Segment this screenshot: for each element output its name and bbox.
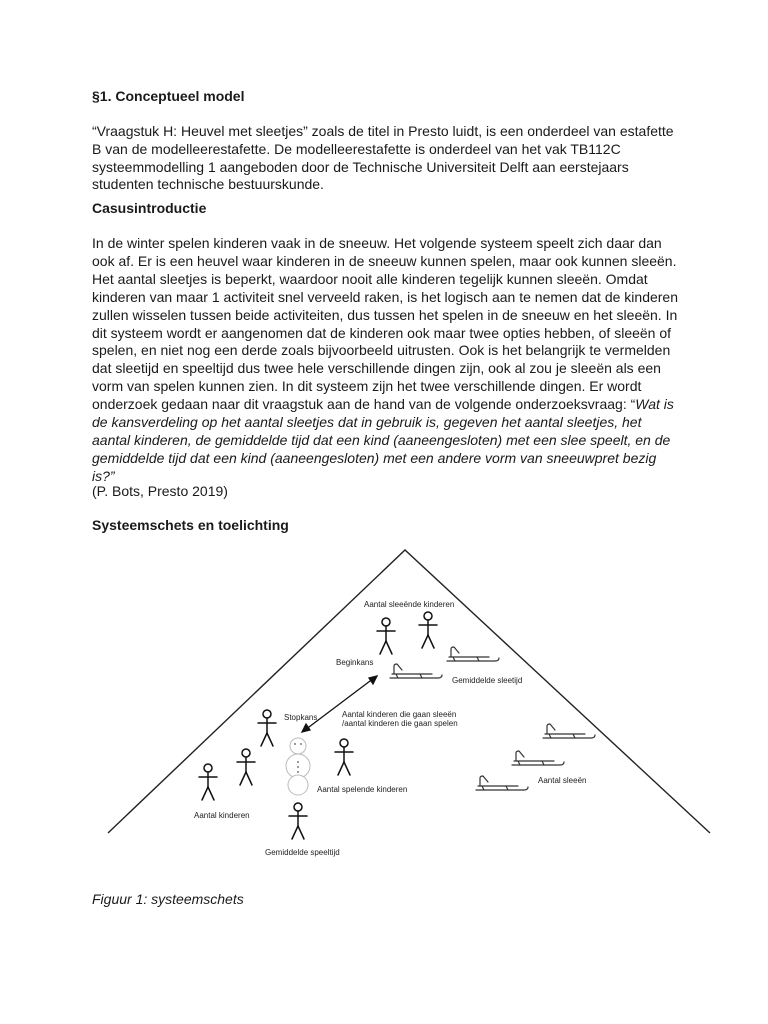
figure-caption: Figuur 1: systeemschets xyxy=(92,891,244,907)
stick-figure-sledding-1 xyxy=(377,618,395,654)
citation: (P. Bots, Presto 2019) xyxy=(92,483,228,499)
sled-icon-3 xyxy=(543,724,595,738)
hill-outline xyxy=(108,550,710,833)
label-start-chance: Beginkans xyxy=(336,658,374,667)
label-avg-play-time: Gemiddelde speeltijd xyxy=(265,848,340,857)
stick-figure-stopping xyxy=(258,710,276,746)
stick-figure-playing-3 xyxy=(335,739,353,775)
stick-figure-playing-1 xyxy=(237,749,255,785)
sled-icon-2 xyxy=(447,647,499,661)
snowman-icon xyxy=(286,738,310,795)
section-title: §1. Conceptueel model xyxy=(92,88,245,104)
sled-icon-5 xyxy=(476,776,528,790)
label-kids: Aantal kinderen xyxy=(194,811,250,820)
case-heading: Casusintroductie xyxy=(92,200,207,216)
label-transition-1: Aantal kinderen die gaan sleeën xyxy=(342,710,457,719)
stick-figure-sledding-2 xyxy=(419,612,437,648)
case-text: In de winter spelen kinderen vaak in de sneeuw. Het volgende systeem speelt zich daar dan ook af. Er is een heuvel waar kinderen in de sneeuw kunnen spelen, maar ook kunnen sleeën. Het aantal sleetjes is beperkt, waardoor nooit alle kinderen tegelijk kunnen sleeën. Omdat kinderen van maar 1 activiteit snel verveeld raken, is het logisch aan te nemen dat de kinderen zullen wisselen tussen beide activiteiten, dus tussen het spelen in de sneeuw en het sleeën. In dit systeem wordt er aangenomen dat de kinderen ook maar twee opties hebben, of sleeën of spelen, en niet nog een derde zoals bijvoorbeeld uitrusten. Ook is het belangrijk te vermelden dat sleetijd en speeltijd dus twee hele verschillende dingen zijn, ook al zou je sleeën als een vorm van spelen kunnen zien. In dit systeem zijn het twee verschillende dingen. Er wordt onderzoek gedaan naar dit vraagstuk aan de hand van de volgende onderzoeksvraag: “ xyxy=(92,235,679,413)
label-sleds: Aantal sleeën xyxy=(538,776,587,785)
label-stop-chance: Stopkans xyxy=(284,713,318,722)
stick-figure-playing-4 xyxy=(289,803,307,839)
research-question: Wat is de kansverdeling op het aantal sleetjes dat in gebruik is, gegeven het aantal sleetjes, het aantal kinderen, de gemiddelde tijd dat een kind (aaneengesloten) met een slee speelt, en de gemiddelde tijd dat een kind (aaneengesloten) met een andere vorm van sneeuwpret bezig is?” xyxy=(92,396,674,484)
label-sledding-kids: Aantal sleeënde kinderen xyxy=(364,600,455,609)
label-transition-2: /aantal kinderen die gaan spelen xyxy=(342,719,458,728)
intro-paragraph: “Vraagstuk H: Heuvel met sleetjes” zoals de titel in Presto luidt, is een onderdeel van estafette B van de modelleerestafette. De modelleerestafette is onderdeel van het vak TB112C systeemmodelling 1 aangeboden door de Technische Universiteit Delft aan eerstejaars studenten technische bestuurskunde. xyxy=(92,123,674,193)
sketch-heading: Systeemschets en toelichting xyxy=(92,517,289,533)
label-avg-sled-time: Gemiddelde sleetijd xyxy=(452,676,523,685)
sled-icon-4 xyxy=(512,751,564,765)
sled-icon-1 xyxy=(390,664,442,678)
stick-figure-playing-2 xyxy=(199,764,217,800)
label-playing-kids: Aantal spelende kinderen xyxy=(317,785,408,794)
